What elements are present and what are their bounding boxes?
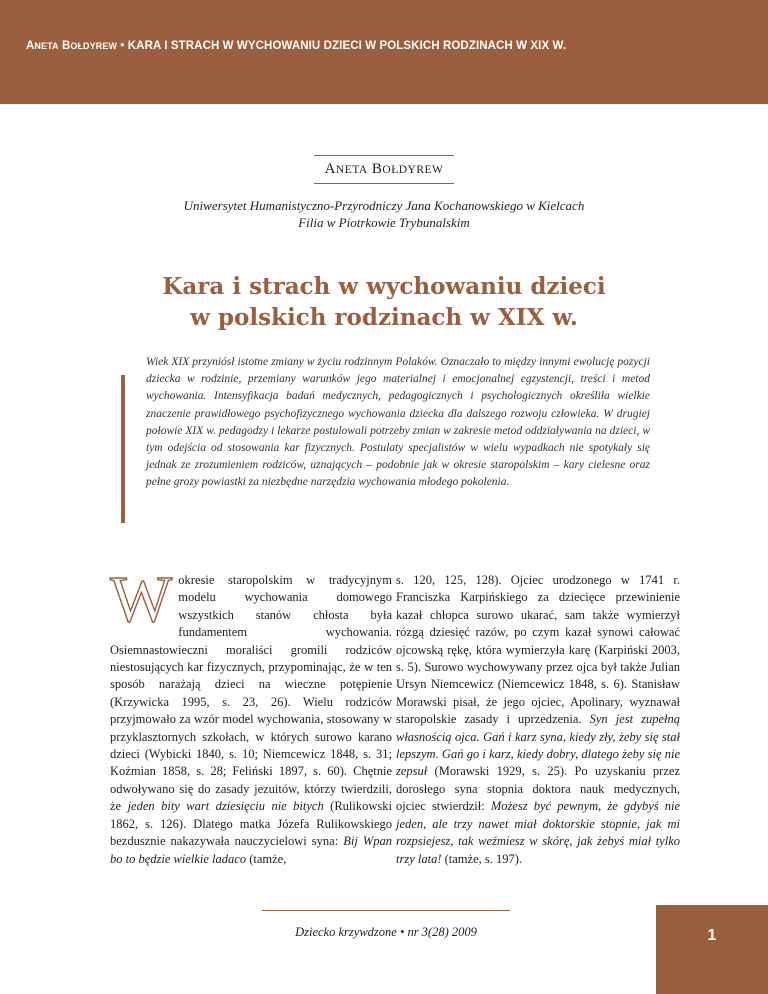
header-running-title: KARA I STRACH W WYCHOWANIU DZIECI W POLSKICH RODZINACH W XIX W. [127, 40, 567, 52]
author-first-rest: NETA [335, 164, 368, 176]
drop-cap: W [110, 563, 173, 636]
affiliation [0, 197, 768, 231]
footer-rule [262, 910, 510, 911]
body-left-text-1: okresie staropolskim w tradycyjnym modelu wychowania domowego wszystkich stanów chłosta była fundamentem wychowania. Osiemnastowieczni moraliści gromili rodziców niestosujących kar fizycznych, przypominając, że w ten sposób narażają dzieci na wieczne potępienie (Krzywicka 1995, s. 23, 26). Wielu rodziców przyjmowało za wzór model wychowania, stosowany w przyklasztornych szkołach, w których surowo karano dzieci (Wybicki 1840, s. 10; Niemcewicz 1848, s. 31; Koźmian 1858, s. 28; Feliński 1897, s. 60). Chętnie odwoływano się do zasady jezuitów, którzy twierdzili, że [110, 573, 392, 814]
body-left-quote-2: Bij Wpan bo to będzie wielkie ladaco [110, 834, 392, 866]
header-author-first-rest: NETA [34, 41, 59, 51]
body-right-text-3: (tamże, s. 197). [441, 851, 523, 866]
body-left-quote-1: jeden bity wart dziesięciu nie bitych [127, 799, 324, 814]
header-separator: • [120, 40, 125, 52]
author-rule-top [314, 155, 454, 156]
affiliation-line-1: Uniwersytet Humanistyczno-Przyrodniczy Jana Kochanowskiego w Kielcach [183, 198, 585, 213]
running-header [26, 40, 566, 52]
header-band [0, 0, 768, 104]
author-rule-bottom [314, 183, 454, 184]
abstract: Wiek XIX przyniósł istotne zmiany w życiu rodzinnym Polaków. Oznaczało to między innymi ewolucję pozycji dziecka w rodzinie, przemiany warunków jego materialnej i emocjonalnej egzystencji, treści i metod wychowania. Intensyfikacja badań medycznych, pedagogicznych i psychologicznych określiła wielkie znaczenie prawidłowego psychofizycznego wychowania dziecka dla dalszego rozwoju człowieka. W drugiej połowie XIX w. pedagodzy i lekarze postulowali potrzeby zmian w zakresie metod oddziaływania na dzieci, w tym odejścia od stosowania kar fizycznych. Postulaty specjalistów w wielu wypadkach nie spotykały się jednak ze zrozumieniem rodziców, uznających – podobnie jak w okresie staropolskim – kary cielesne oraz pełne grozy powiastki za niezbędne narzędzia wychowania młodego pokolenia. [146, 356, 650, 489]
body-right-text-2: (Morawski 1929, s. 25). Po uzyskaniu przez dorosłego syna stopnia doktora nauk medycznych, ojciec stwierdził: [396, 764, 680, 814]
body-right-text-1: s. 120, 125, 128). Ojciec urodzonego w 1741 r. Franciszka Karpińskiego za dziecięce przewinienie kazał chłopca surowo ukarać, sam także wymierzył rózgą dziesięć razów, po czym kazał synowi całować ojcowską rękę, która wymierzyła karę (Karpiński 2003, s. 5). Surowo wychowywany przez ojca był także Julian Ursyn Niemcewicz (Niemcewicz 1848, s. 6). Stanisław Morawski pisał, że jego ojciec, Apolinary, wyznawał staropolskie zasady i uprzedzenia. [396, 573, 680, 727]
article-title-line-1: Kara i strach w wychowaniu dzieci [162, 273, 606, 300]
article-title [0, 271, 768, 333]
page-number: 1 [707, 927, 717, 944]
author-last-rest: OŁDYREW [382, 164, 444, 176]
author-last-initial: B [371, 161, 383, 177]
header-author-first-initial: A [26, 40, 35, 52]
header-author-last-rest: OŁDYREW [70, 41, 118, 51]
page-number-box [656, 905, 768, 994]
author-first-initial: A [324, 161, 336, 177]
abstract-accent-bar [121, 375, 125, 523]
body-left-text-2: (Rulikowski 1862, s. 126). Dlatego matka Józefa Rulikowskiego bezdusznie nakazywała nauczycielowi syna: [110, 799, 392, 849]
body-column-left [110, 563, 392, 868]
author-name [0, 161, 768, 178]
body-left-text-3: (tamże, [246, 851, 287, 866]
affiliation-line-2: Filia w Piotrkowie Trybunalskim [298, 215, 470, 230]
header-author-last-initial: B [61, 40, 71, 52]
article-title-line-2: w polskich rodzinach w XIX w. [190, 304, 578, 331]
footer-journal: Dziecko krzywdzone • nr 3(28) 2009 [295, 925, 477, 939]
body-right-quote-2: Możesz być pewnym, że gdybyś nie jeden, ale trzy nawet miał doktorskie stopnie, jak mi rozpsiejesz, tak weźmiesz w skórę, jak żebyś miał tylko trzy lata! [396, 799, 680, 866]
body-right-quote-1: Syn jest zupełną własnością ojca. Gań i karz syna, kiedy zły, żeby się stał lepszym. Gań go i karz, kiedy dobry, dlatego żeby się nie zepsuł [396, 712, 681, 779]
body-column-right [396, 572, 680, 868]
